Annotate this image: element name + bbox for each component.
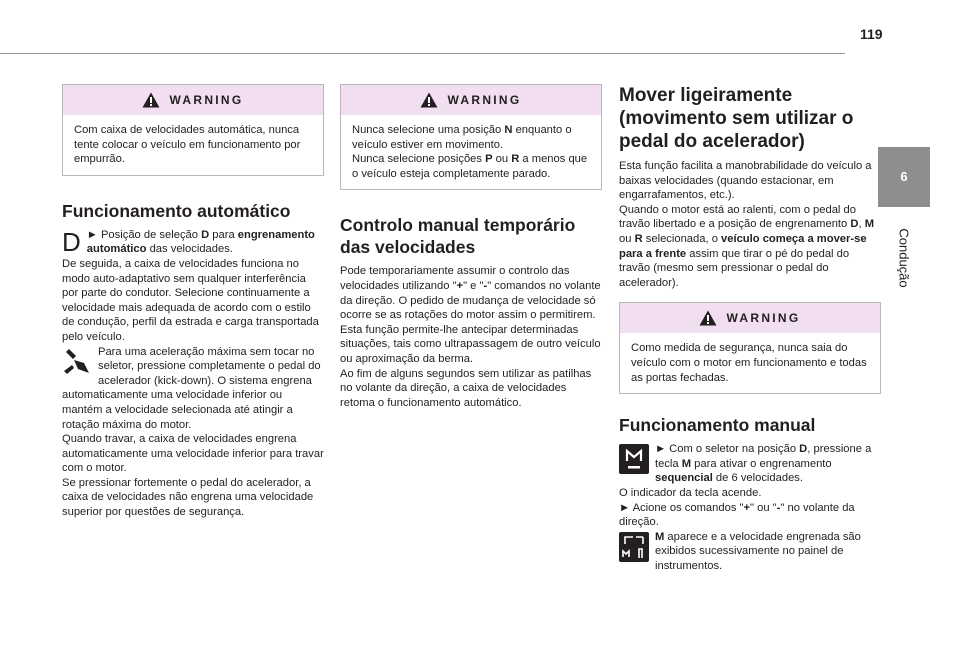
section-heading-creep: Mover ligeiramente (movimento sem utilizar o pedal do acelerador)	[619, 85, 854, 152]
paragraph-creep-detail	[619, 203, 881, 291]
text-run: Pode temporariamente assumir o controlo das velocidades utilizando "	[340, 265, 570, 292]
text-run: " comandos no volante da direção. O pedido de mudança de velocidade só ocorre se as rotações do motor assim o permitirem.	[340, 279, 601, 322]
text-run: sequencial	[655, 472, 713, 485]
text-run: Para uma aceleração máxima sem tocar no seletor, pressione completamente o pedal do acelerador (kick-down). O sistema engrena automaticamente uma velocidade inferior ou mantém a velocidade selecionada até atingir a rotação máxima do motor.	[62, 345, 321, 431]
warning-text: Como medida de segurança, nunca saia do veículo com o motor em funcionamento e todas as portas fechadas.	[631, 342, 867, 384]
text-run: " no volante da direção.	[619, 501, 855, 529]
text-run: ► Posição de seleção	[86, 228, 202, 241]
text-run: ,	[858, 218, 865, 231]
text-run: engrenamento automático	[86, 228, 315, 256]
text-run: ou	[492, 153, 512, 166]
paragraph-temporary-control	[340, 264, 602, 322]
text-run: +	[743, 501, 751, 514]
text-run: -	[776, 501, 781, 514]
section-heading-automatic: Funcionamento automático	[62, 200, 291, 221]
text-run: D	[201, 228, 210, 241]
warning-title: WARNING	[726, 311, 801, 326]
chapter-label-text: Condução	[896, 228, 912, 288]
warning-box-1	[62, 84, 324, 176]
text-run: selecionada, o	[642, 232, 722, 245]
chapter-label	[876, 218, 932, 298]
text-run: N	[504, 124, 513, 136]
page-number: 119	[860, 26, 883, 42]
warning-icon	[142, 92, 160, 108]
header-rule	[0, 53, 845, 54]
text-run: D	[850, 218, 859, 231]
text-run: M	[864, 218, 875, 231]
text-run: +	[456, 279, 464, 292]
m-button-icon	[619, 444, 649, 474]
warning-icon	[699, 310, 717, 326]
paragraph-braking: Quando travar, a caixa de velocidades engrena automaticamente uma velocidade inferior para travar com o motor.	[62, 433, 324, 475]
text-run: de 6 velocidades.	[712, 472, 804, 485]
text-run: Nunca selecione uma posição	[352, 124, 505, 136]
text-run: ► Com o seletor na posição	[655, 443, 800, 456]
text-run: para ativar o engrenamento	[691, 457, 832, 470]
instrument-display-icon	[619, 532, 649, 562]
warning-text	[341, 115, 601, 189]
text-run: -	[483, 279, 488, 292]
text-run: das velocidades.	[146, 243, 233, 256]
paragraph-auto-adaptive: De seguida, a caixa de velocidades funciona no modo auto-adaptativo sem qualquer interferência por parte do condutor. Selecione continuamente a velocidade mais adequada de acordo com o estilo de condução, perfil da estrada e carga transportada pelo veículo.	[62, 257, 319, 343]
warning-header	[341, 85, 601, 115]
text-run: D	[799, 443, 808, 456]
text-run: assim que tirar o pé do pedal do travão (mesmo sem pressionar o pedal do acelerador).	[619, 247, 850, 289]
warning-header	[620, 303, 880, 333]
warning-box-3	[619, 302, 881, 394]
text-run: R	[634, 232, 643, 245]
warning-text: Com caixa de velocidades automática, nunca tente colocar o veículo em funcionamento por empurrão.	[74, 124, 301, 166]
paragraph-paddles	[619, 501, 881, 530]
paragraph-return-auto: Ao fim de alguns segundos sem utilizar as patilhas no volante da direção, a caixa de velocidades retoma o funcionamento automático.	[340, 367, 592, 409]
text-run: enquanto o veículo estiver em movimento.	[352, 124, 572, 151]
paragraph-anticipate: Esta função permite-lhe antecipar determinadas situações, tais como ultrapassagem de outro veículo ou aproximação da berma.	[340, 323, 601, 365]
drop-letter-d: D	[62, 226, 81, 257]
section-heading-manual-temporary: Controlo manual temporário das velocidades	[340, 215, 576, 258]
text-run: ► Acione os comandos "	[619, 501, 744, 514]
text-run: veículo começa a mover-se para a frente	[619, 232, 867, 260]
text-run: R	[511, 153, 520, 166]
text-run: M	[655, 530, 665, 543]
column-2	[340, 84, 602, 410]
text-run: M	[681, 457, 692, 470]
paragraph-display	[619, 530, 881, 574]
paragraph-kick-down	[62, 345, 324, 433]
warning-title: WARNING	[447, 92, 522, 107]
paragraph-position-d	[62, 228, 324, 257]
text-run: Nunca selecione posições	[352, 153, 486, 166]
paragraph-safety: Se pressionar fortemente o pedal do acelerador, a caixa de velocidades não engrena uma velocidade superior por questões de segurança.	[62, 476, 314, 519]
warning-title: WARNING	[169, 92, 244, 107]
text-run: P	[485, 153, 493, 166]
text-run: a menos que o veículo esteja completamente parado.	[352, 153, 588, 180]
text-run: " e "	[463, 279, 484, 292]
paragraph-creep-intro: Esta função facilita a manobrabilidade do veículo a baixas velocidades (quando estacionar, em engarrafamentos, etc.).	[619, 160, 872, 202]
text-run: Quando o motor está ao ralenti, com o pedal do travão libertado e a posição de engrenamento	[619, 203, 856, 231]
paragraph-indicator: O indicador da tecla acende.	[619, 486, 762, 499]
text-run: ou	[619, 232, 635, 245]
column-1	[62, 84, 324, 520]
text-run: " ou "	[750, 501, 777, 514]
paragraph-activate-m	[619, 442, 881, 486]
text-run: , pressione a tecla	[655, 443, 872, 470]
chapter-tab[interactable]: 6	[878, 147, 930, 207]
column-3	[619, 84, 881, 573]
warning-icon	[420, 92, 438, 108]
warning-header	[63, 85, 323, 115]
text-run: aparece e a velocidade engrenada são exibidos sucessivamente no painel de instrumentos.	[655, 530, 861, 572]
text-run: para	[209, 228, 238, 241]
section-heading-manual: Funcionamento manual	[619, 415, 816, 436]
accelerator-pedal-icon	[62, 347, 92, 377]
warning-box-2	[340, 84, 602, 190]
